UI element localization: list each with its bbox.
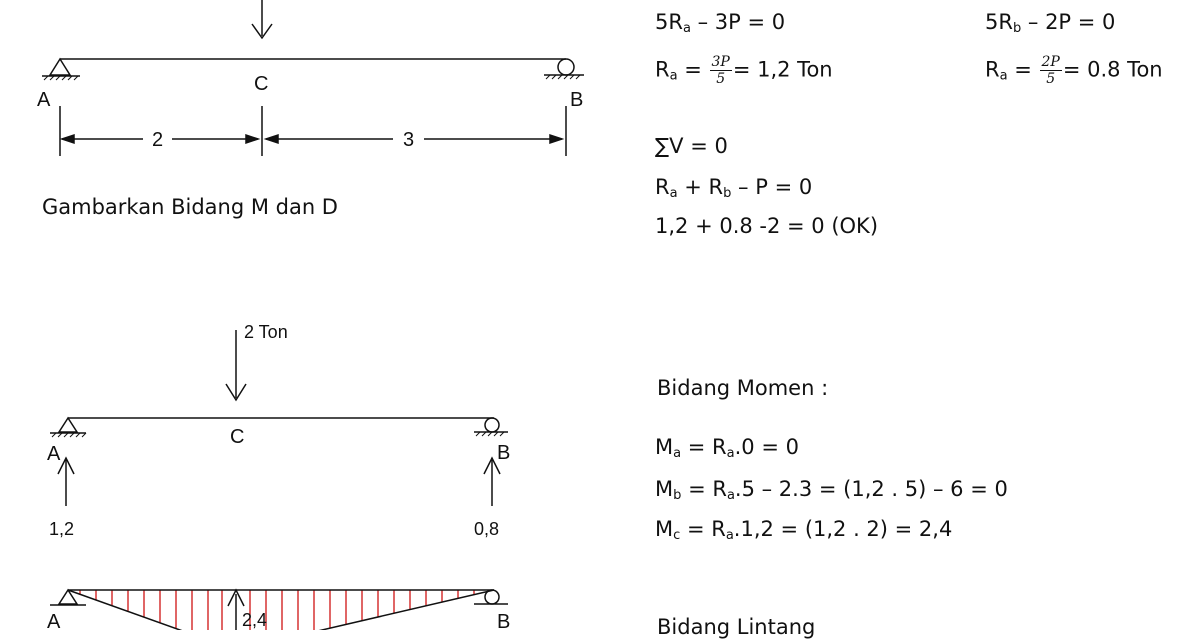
label-b-3: B bbox=[497, 611, 511, 630]
label-a-3: A bbox=[47, 611, 61, 630]
roller-support-b-2 bbox=[485, 418, 499, 432]
beam-diagram-1 bbox=[42, 0, 584, 156]
label-c-1: C bbox=[254, 73, 269, 95]
dim-label-right: 3 bbox=[403, 129, 415, 151]
label-b-2: B bbox=[497, 442, 511, 464]
label-c-2: C bbox=[230, 426, 245, 448]
moment-diagram bbox=[50, 590, 511, 630]
equation-mb: $M_b = R_a.5 - 2.3 = (1,2$ . 5) – 6 = 0 bbox=[655, 477, 1008, 503]
roller-support-b-3 bbox=[485, 590, 499, 604]
reaction-label-b: 0,8 bbox=[474, 519, 500, 539]
caption: Gambarkan Bidang M dan D bbox=[42, 195, 338, 219]
label-a-1: A bbox=[37, 89, 51, 111]
peak-value-label: 2,4 bbox=[242, 610, 268, 630]
equation-check: 1,2 + 0.8 -2 = 0 (OK) bbox=[655, 214, 879, 238]
beam-diagram-2 bbox=[50, 330, 511, 506]
equation-rb: $5R_b - 2P = 0$ bbox=[985, 10, 1116, 36]
dim-label-left: 2 bbox=[152, 129, 164, 151]
equation-ra: $5R_a - 3P = 0$ bbox=[655, 10, 786, 36]
reaction-label-a: 1,2 bbox=[49, 519, 75, 539]
pin-support-a-1 bbox=[50, 59, 70, 75]
equation-sum-v: ∑V = 0 bbox=[655, 134, 728, 158]
equation-ra-value: $R_a$ = $\frac{3P}{5}$ = 1,2 Ton bbox=[655, 54, 833, 88]
label-b-1: B bbox=[570, 89, 584, 111]
equation-ma: $M_a = R_a.0 = 0$ bbox=[655, 435, 799, 461]
pin-support-a-2 bbox=[59, 418, 77, 432]
moment-title: Bidang Momen : bbox=[657, 376, 829, 400]
roller-support-b-1 bbox=[558, 59, 574, 75]
equation-rb-value: $R_a$ = $\frac{2P}{5}$ = 0.8 Ton bbox=[985, 54, 1163, 88]
load-label: 2 Ton bbox=[244, 322, 288, 342]
equation-mc: $M_c = R_a.1,2 = (1,2$ . 2) = 2,4 bbox=[655, 517, 953, 543]
label-a-2: A bbox=[47, 443, 61, 465]
moment-line-right bbox=[236, 590, 494, 630]
shear-title: Bidang Lintang bbox=[657, 615, 816, 639]
equation-sum-line2: $R_a + R_b - P = 0$ bbox=[655, 175, 813, 201]
moment-line-left bbox=[68, 590, 236, 630]
